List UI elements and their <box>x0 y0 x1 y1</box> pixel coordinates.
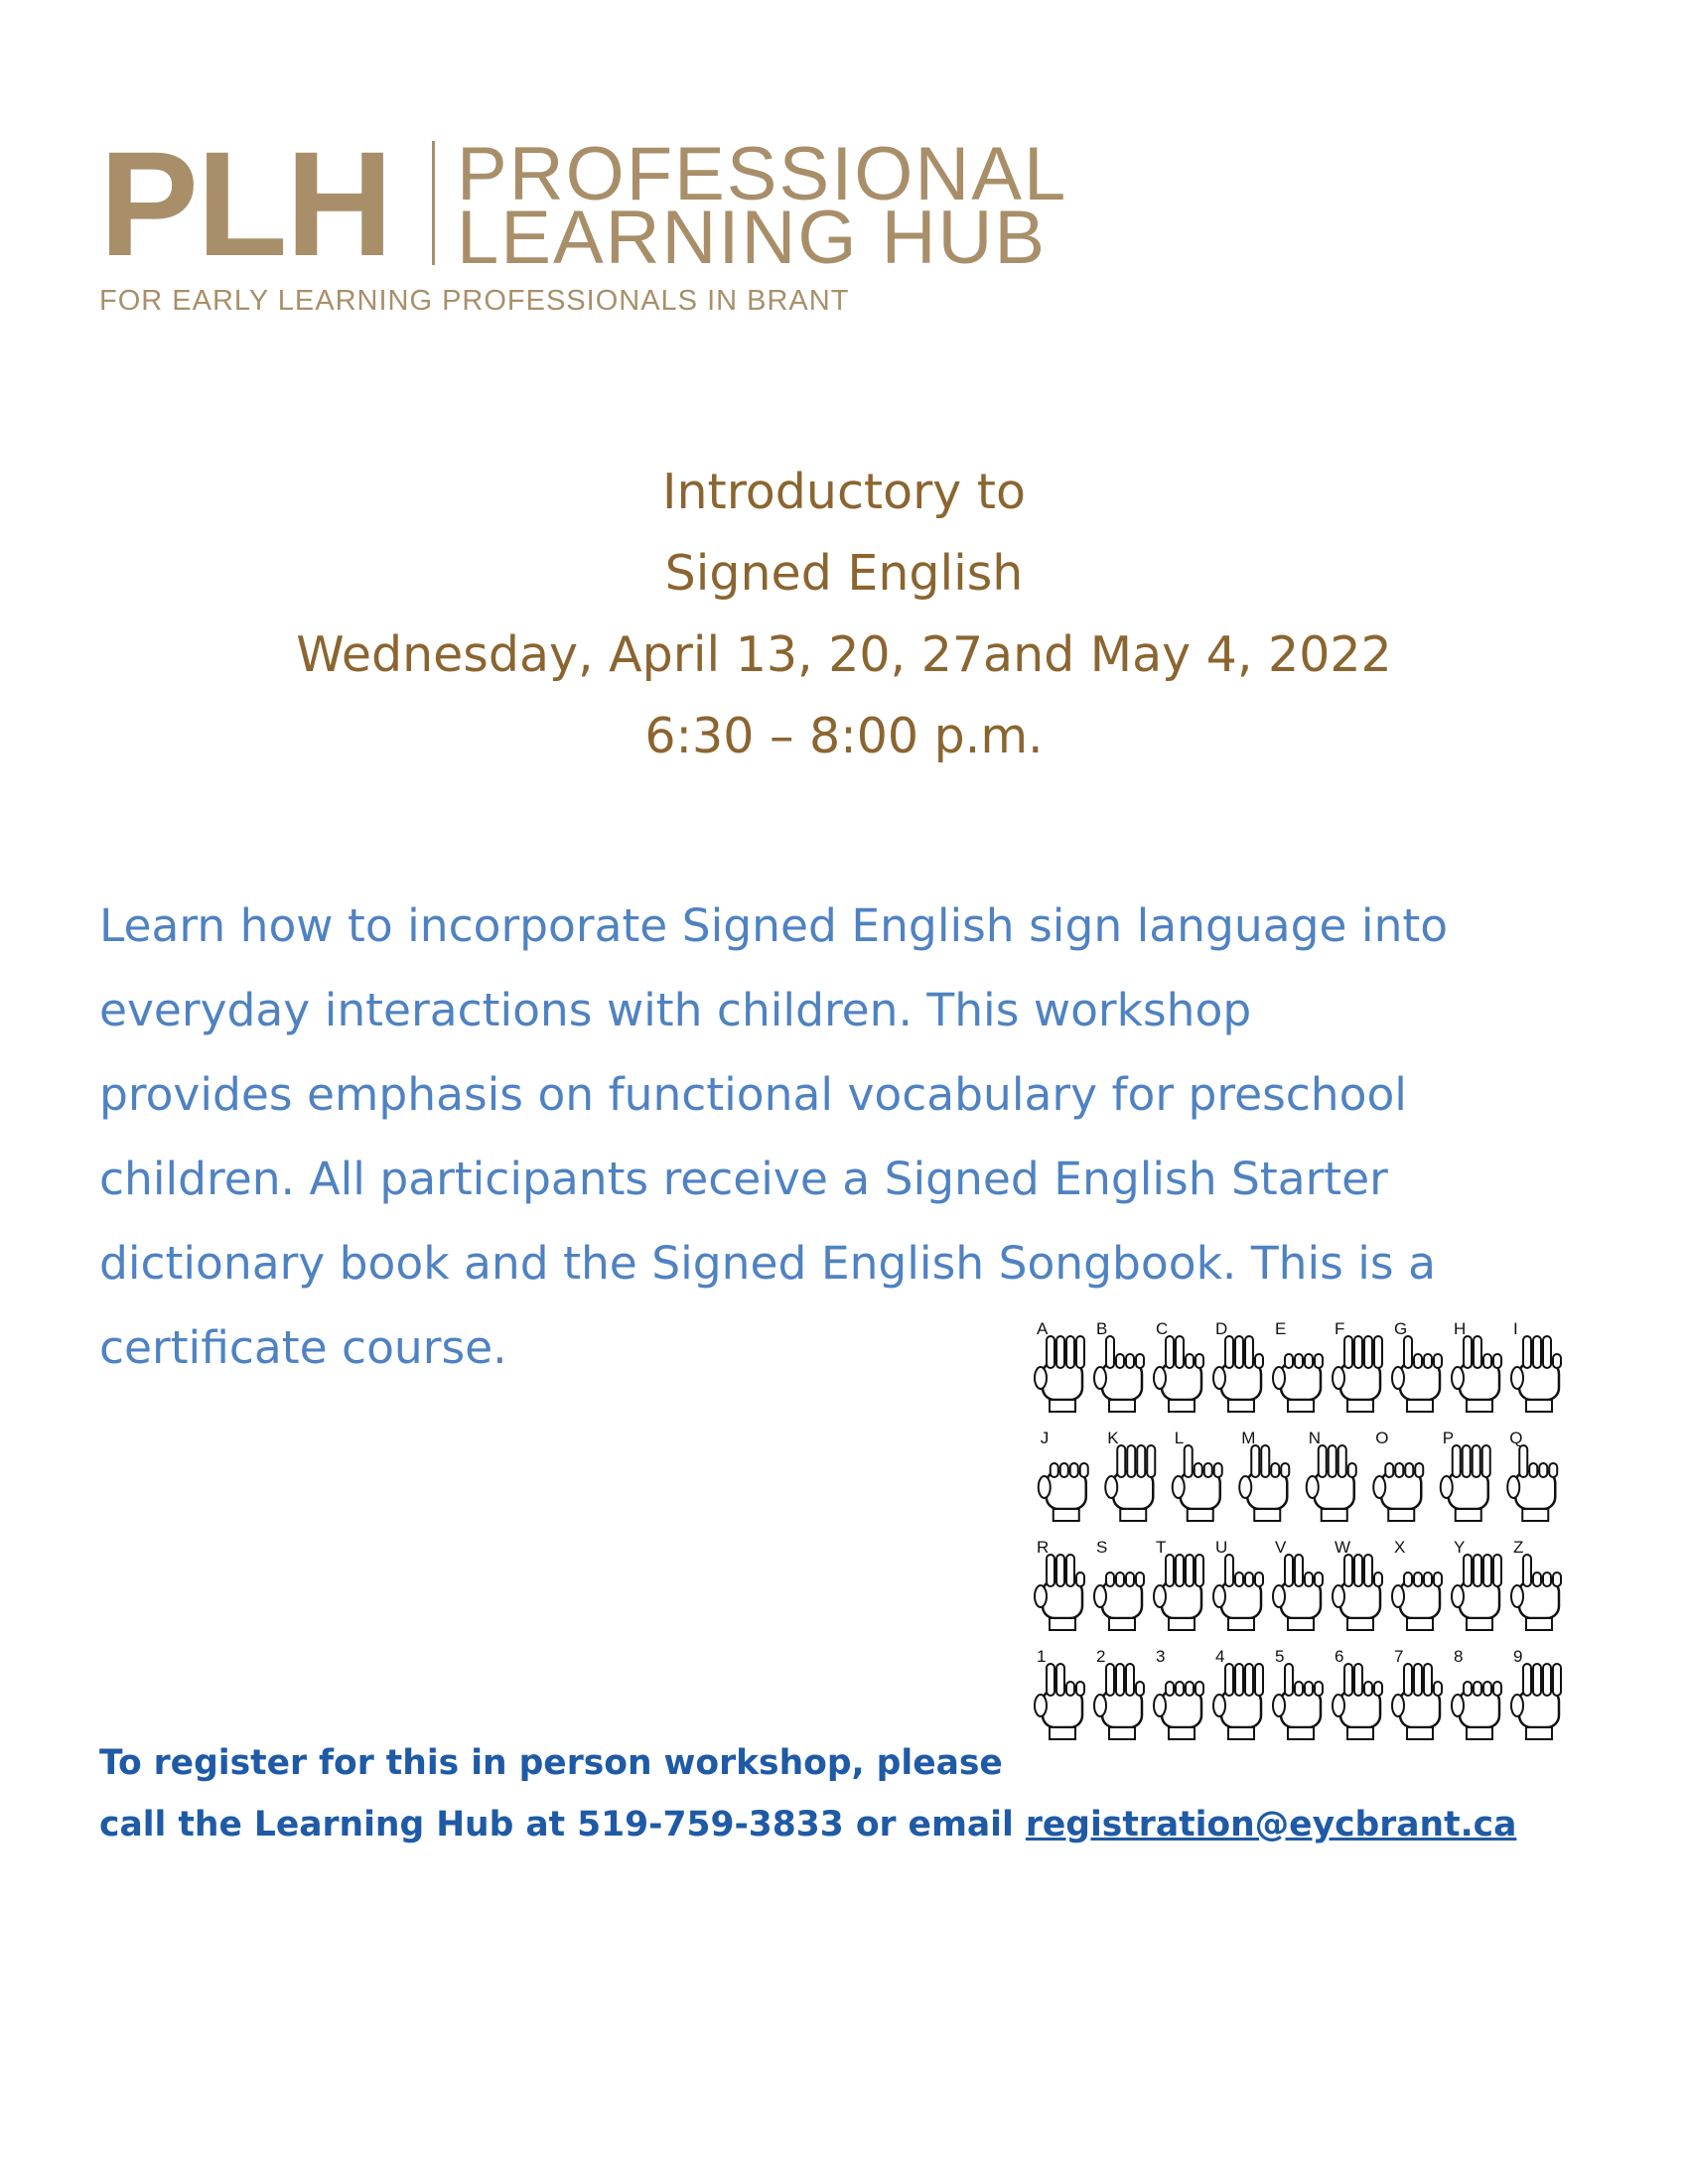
alphabet-letter-label: H <box>1454 1319 1467 1338</box>
hand-sign-icon <box>1094 1336 1144 1412</box>
alphabet-letter-label: T <box>1156 1538 1167 1557</box>
alphabet-letter-label: D <box>1215 1319 1228 1338</box>
hand-sign-icon <box>1452 1336 1501 1412</box>
alphabet-letter-label: E <box>1275 1319 1287 1338</box>
registration-info <box>99 1732 1589 1855</box>
alphabet-letter-label: 5 <box>1275 1647 1285 1666</box>
alphabet-letter-label: U <box>1215 1538 1228 1557</box>
hand-sign-icon <box>1452 1682 1501 1739</box>
alphabet-letter-label: S <box>1096 1538 1108 1557</box>
hand-sign-icon <box>1373 1463 1423 1521</box>
alphabet-letter-label: 3 <box>1156 1647 1166 1666</box>
alphabet-letter-label: 4 <box>1215 1647 1225 1666</box>
plh-logo <box>99 120 1221 318</box>
hand-sign-icon <box>1511 1336 1561 1412</box>
hand-sign-icon <box>1035 1336 1084 1412</box>
hand-sign-icon <box>1154 1682 1203 1739</box>
logo-mark: PLH <box>99 120 391 287</box>
alphabet-letter-label: W <box>1335 1538 1351 1557</box>
alphabet-letter-label: N <box>1308 1429 1322 1447</box>
alphabet-letter-label: 2 <box>1096 1647 1106 1666</box>
hand-sign-icon <box>1452 1555 1501 1630</box>
hand-sign-icon <box>1213 1555 1263 1630</box>
logo-divider <box>432 141 435 265</box>
sign-language-alphabet-chart <box>1023 1310 1579 1747</box>
alphabet-letter-label: I <box>1513 1319 1518 1338</box>
hand-sign-icon <box>1035 1664 1084 1739</box>
alphabet-letter-label: Y <box>1454 1538 1466 1557</box>
hand-sign-icon <box>1307 1445 1356 1521</box>
registration-email-link[interactable]: registration@eycbrant.ca <box>1025 1805 1517 1844</box>
alphabet-letter-label: 7 <box>1394 1647 1404 1666</box>
logo-tagline: FOR EARLY LEARNING PROFESSIONALS IN BRANT <box>99 285 850 317</box>
alphabet-letter-label: C <box>1156 1319 1169 1338</box>
alphabet-letter-label: Q <box>1509 1429 1523 1447</box>
hand-sign-icon <box>1273 1354 1323 1412</box>
alphabet-letter-label: F <box>1335 1319 1345 1338</box>
hand-sign-icon <box>1392 1664 1442 1739</box>
workshop-headline <box>99 452 1589 777</box>
alphabet-letter-label: K <box>1107 1429 1119 1447</box>
hand-sign-icon <box>1094 1572 1144 1630</box>
alphabet-letter-label: G <box>1394 1319 1408 1338</box>
hand-sign-icon <box>1173 1445 1222 1521</box>
hand-sign-icon <box>1213 1336 1263 1412</box>
alphabet-letter-label: 1 <box>1037 1647 1047 1666</box>
alphabet-letter-label: 8 <box>1454 1647 1464 1666</box>
hand-sign-icon <box>1039 1463 1088 1521</box>
hand-sign-icon <box>1154 1555 1203 1630</box>
alphabet-letter-label: 6 <box>1335 1647 1344 1666</box>
alphabet-letter-label: P <box>1442 1429 1455 1447</box>
description-line: provides emphasis on functional vocabulary for preschool <box>99 1068 1407 1121</box>
alphabet-letter-label: J <box>1040 1429 1050 1447</box>
headline-dates: Wednesday, April 13, 20, 27and May 4, 2022 <box>296 626 1392 683</box>
alphabet-letter-label: M <box>1241 1429 1256 1447</box>
hand-sign-icon <box>1105 1445 1155 1521</box>
logo-line-learning-hub: LEARNING HUB <box>457 196 1048 280</box>
hand-sign-icon <box>1392 1572 1442 1630</box>
description-line: dictionary book and the Signed English Songbook. This is a <box>99 1237 1436 1290</box>
alphabet-letter-label: B <box>1096 1319 1108 1338</box>
hand-sign-icon <box>1511 1664 1561 1739</box>
logo-line-professional: PROFESSIONAL <box>457 132 1068 216</box>
description-line: certificate course. <box>99 1321 507 1374</box>
headline-time: 6:30 – 8:00 p.m. <box>644 708 1044 764</box>
alphabet-letter-label: Z <box>1513 1538 1524 1557</box>
alphabet-letter-label: V <box>1275 1538 1287 1557</box>
headline-title-line1: Introductory to <box>662 464 1026 520</box>
registration-line2 <box>99 1794 1589 1855</box>
headline-title-line2: Signed English <box>664 545 1024 602</box>
hand-sign-icon <box>1392 1336 1442 1412</box>
hand-sign-icon <box>1333 1555 1382 1630</box>
hand-sign-icon <box>1035 1555 1084 1630</box>
hand-sign-icon <box>1094 1664 1144 1739</box>
hand-sign-icon <box>1507 1445 1557 1521</box>
hand-sign-icon <box>1273 1664 1323 1739</box>
alphabet-letter-label: R <box>1037 1538 1050 1557</box>
registration-phone-text: call the Learning Hub at 519-759-3833 or email <box>99 1805 1026 1844</box>
hand-sign-icon <box>1441 1445 1490 1521</box>
hand-sign-icon <box>1273 1555 1323 1630</box>
hand-sign-icon <box>1239 1445 1289 1521</box>
description-line: children. All participants receive a Signed English Starter <box>99 1153 1388 1205</box>
alphabet-letter-label: A <box>1037 1319 1049 1338</box>
alphabet-letter-label: 9 <box>1513 1647 1523 1666</box>
alphabet-letter-label: O <box>1375 1429 1389 1447</box>
description-line: Learn how to incorporate Signed English sign language into <box>99 899 1449 952</box>
hand-sign-icon <box>1333 1664 1382 1739</box>
hand-sign-icon <box>1213 1664 1263 1739</box>
registration-line1: To register for this in person workshop, please <box>99 1743 1003 1783</box>
description-line: everyday interactions with children. This workshop <box>99 984 1252 1036</box>
hand-sign-icon <box>1154 1336 1203 1412</box>
alphabet-letter-label: L <box>1174 1429 1185 1447</box>
hand-sign-icon <box>1511 1555 1561 1630</box>
hand-sign-icon <box>1333 1336 1382 1412</box>
alphabet-chart-svg <box>1023 1310 1579 1747</box>
alphabet-letter-label: X <box>1394 1538 1406 1557</box>
